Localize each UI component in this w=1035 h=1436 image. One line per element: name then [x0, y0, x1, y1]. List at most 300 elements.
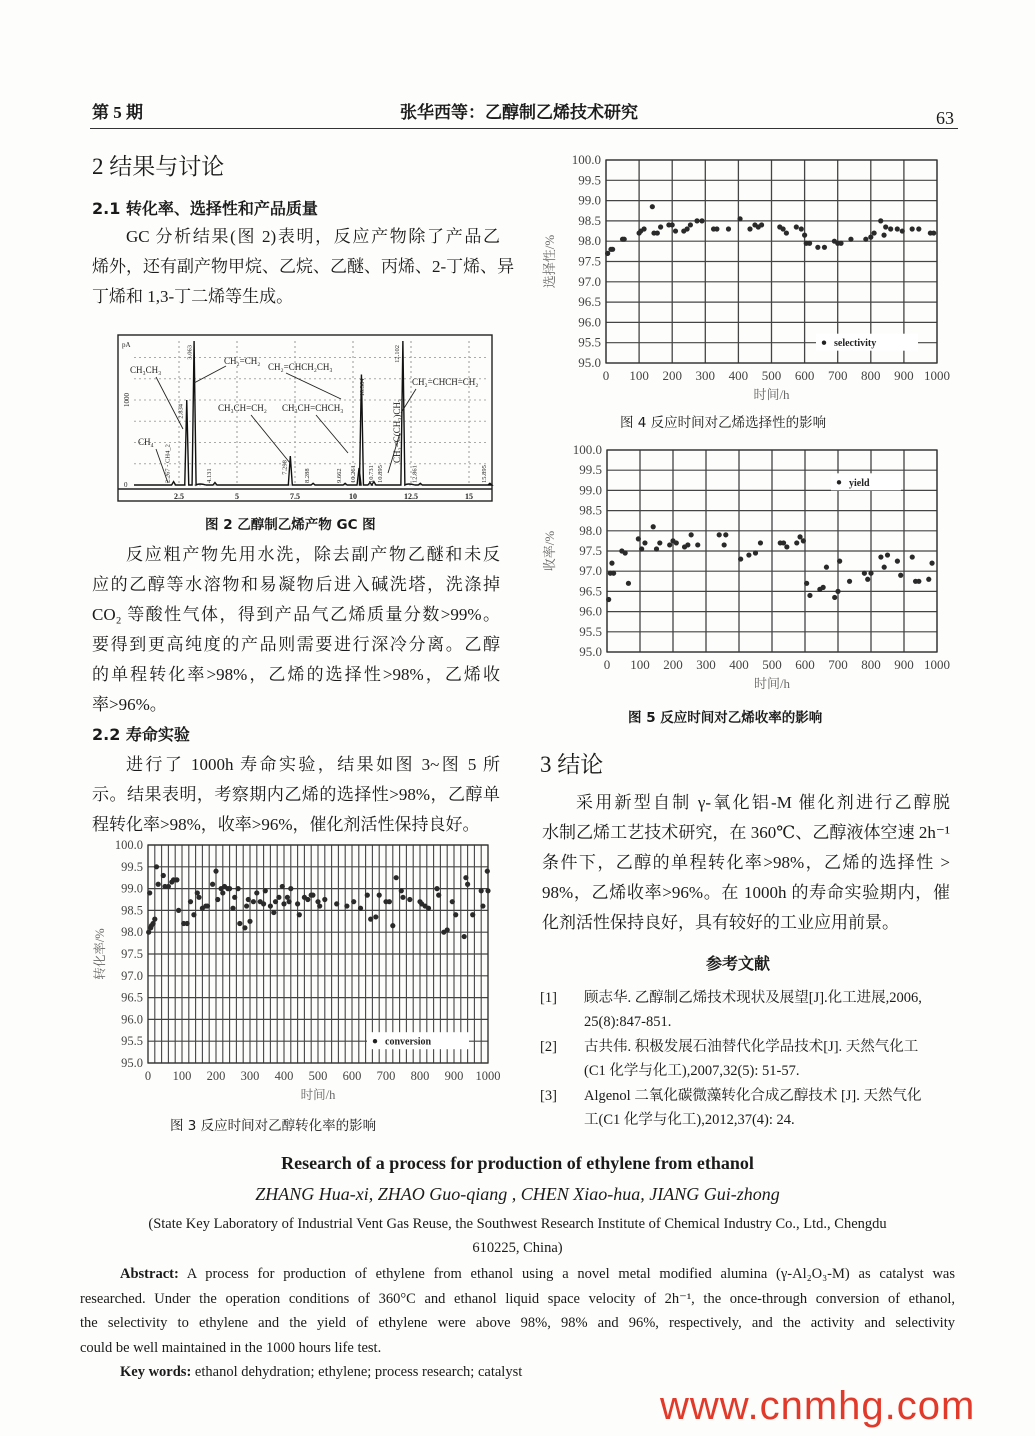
- reference-text: (C1 化学与化工),2007,32(5): 51-57.: [584, 1063, 800, 1079]
- x-tick-label: 100: [629, 368, 649, 383]
- data-point: [154, 864, 159, 869]
- fig4-caption: 图 4 反应时间对乙烯选择性的影响: [620, 415, 827, 431]
- data-point: [802, 233, 807, 238]
- data-point: [273, 899, 278, 904]
- gc-retention-time: 2.267 - CH4_2: [164, 444, 172, 483]
- data-point: [176, 908, 181, 913]
- data-point: [636, 536, 641, 541]
- x-tick-label: 800: [410, 1069, 430, 1083]
- data-point: [305, 897, 310, 902]
- data-point: [658, 224, 663, 229]
- x-tick-label: 300: [696, 657, 716, 672]
- data-point: [251, 899, 256, 904]
- data-point: [254, 890, 259, 895]
- data-point: [213, 869, 218, 874]
- data-point: [480, 903, 485, 908]
- gc-x-tick: 12.5: [404, 492, 418, 501]
- data-point: [910, 226, 915, 231]
- reference-item: [540, 1035, 952, 1083]
- y-tick-label: 98.0: [579, 522, 602, 538]
- reference-number: [2]: [540, 1039, 557, 1055]
- data-point: [865, 577, 870, 582]
- x-tick-label: 1000: [475, 1069, 501, 1083]
- data-point: [263, 888, 268, 893]
- gc-y-tick: 0: [124, 481, 128, 489]
- paragraph-gc: [92, 222, 515, 312]
- data-point: [185, 921, 190, 926]
- paragraph-line: 水制乙烯工艺技术研究，在 360℃、乙醇液体空速 2h⁻¹: [542, 823, 950, 842]
- data-point: [784, 544, 789, 549]
- data-point: [261, 901, 266, 906]
- data-point: [654, 546, 659, 551]
- data-point: [801, 538, 806, 543]
- data-point: [463, 875, 468, 880]
- abstract-text: A process for production of ethylene from ethanol using a novel metal modified alumina (γ-Al₂O₃-M) as catalyst was: [178, 1266, 955, 1282]
- data-point: [288, 886, 293, 891]
- section-2-heading: 2 结果与讨论: [92, 154, 225, 179]
- data-point: [723, 532, 728, 537]
- gc-retention-time: 4.131: [205, 468, 213, 483]
- y-tick-label: 96.0: [578, 314, 601, 330]
- data-point: [174, 877, 179, 882]
- x-tick-label: 100: [630, 657, 650, 672]
- legend-label: conversion: [385, 1036, 432, 1048]
- data-point: [365, 893, 370, 898]
- data-point: [781, 540, 786, 545]
- abstract-line: the selectivity to ethylene and the yield of ethylene were above 98%, 98% and 96%, respectively, and the activity and selectivity: [80, 1315, 955, 1331]
- reference-text: 工(C1 化学与化工),2012,37(4): 24.: [584, 1112, 795, 1128]
- data-point: [377, 893, 382, 898]
- data-point: [674, 540, 679, 545]
- data-point: [689, 532, 694, 537]
- data-point: [916, 226, 921, 231]
- gc-x-tick: 10: [349, 492, 357, 501]
- gc-compound-label: CH₄: [138, 437, 154, 447]
- gc-leader-line: [251, 415, 290, 463]
- data-point: [821, 585, 826, 590]
- gc-retention-time: 10.731: [368, 465, 376, 483]
- data-point: [210, 882, 215, 887]
- data-point: [399, 888, 404, 893]
- data-point: [156, 882, 161, 887]
- x-tick-label: 400: [728, 368, 749, 383]
- x-tick-label: 700: [376, 1069, 396, 1083]
- y-tick-label: 98.5: [121, 903, 143, 918]
- header-rule: [90, 128, 958, 129]
- data-point: [784, 230, 789, 235]
- data-point: [642, 540, 647, 545]
- legend-marker: [373, 1039, 377, 1043]
- y-tick-label: 97.5: [121, 947, 143, 961]
- data-point: [882, 565, 887, 570]
- paragraph-line: 98%，乙烯收率>96%。在 1000h 的寿命实验期内，催: [542, 883, 950, 902]
- paragraph-line: 的单程转化率>98%，乙烯的选择性>98%，乙烯收: [92, 665, 500, 684]
- references-heading: 参考文献: [706, 956, 771, 973]
- data-point: [287, 899, 292, 904]
- reference-text: 古共伟. 积极发展石油替代化学品技术[J]. 天然气化工: [584, 1039, 919, 1055]
- x-tick-label: 600: [794, 368, 815, 383]
- y-tick-label: 95.0: [121, 1056, 143, 1070]
- data-point: [670, 222, 675, 227]
- data-point: [794, 540, 799, 545]
- gc-y-tick: 1000: [123, 393, 131, 407]
- paragraph-line: CO₂ 等酸性气体，得到产品气乙烯质量分数>99%。: [92, 605, 500, 624]
- data-point: [807, 593, 812, 598]
- gc-retention-time: 12.102: [393, 345, 401, 363]
- reference-item: [540, 986, 952, 1034]
- x-tick-label: 600: [795, 657, 815, 672]
- x-tick-label: 900: [444, 1069, 464, 1083]
- data-point: [436, 893, 441, 898]
- data-point: [657, 540, 662, 545]
- data-point: [878, 218, 883, 223]
- legend-label: yield: [849, 477, 870, 489]
- x-tick-label: 300: [695, 368, 716, 383]
- gc-retention-time: 7.298: [281, 460, 289, 475]
- x-tick-label: 300: [240, 1069, 260, 1083]
- data-point: [445, 927, 450, 932]
- data-point: [161, 873, 166, 878]
- x-tick-label: 700: [828, 657, 848, 672]
- reference-list: [540, 986, 952, 1126]
- reference-item: [540, 1084, 952, 1132]
- legend-marker: [822, 341, 826, 345]
- gc-compound-label: CH₃CH₃: [130, 365, 162, 375]
- data-point: [479, 888, 484, 893]
- paragraph-line: 烯外，还有副产物甲烷、乙烷、乙醚、丙烯、2-丁烯、异: [92, 257, 515, 276]
- gc-x-tick: 15: [465, 492, 473, 501]
- paragraph-line: 化剂活性保持良好，具有较好的工业应用前景。: [542, 913, 899, 932]
- keywords-text: ethanol dehydration; ethylene; process research; catalyst: [191, 1364, 523, 1380]
- gc-retention-time: 3.063: [186, 345, 194, 360]
- x-tick-label: 100: [172, 1069, 192, 1083]
- data-point: [747, 226, 752, 231]
- x-tick-label: 200: [663, 657, 683, 672]
- y-tick-label: 100.0: [114, 838, 143, 852]
- data-point: [650, 204, 655, 209]
- y-tick-label: 97.5: [579, 543, 602, 558]
- data-point: [780, 226, 785, 231]
- y-tick-label: 97.0: [578, 273, 601, 289]
- data-point: [147, 890, 152, 895]
- y-tick-label: 99.5: [578, 172, 601, 188]
- data-point: [916, 579, 921, 584]
- data-point: [470, 912, 475, 917]
- data-point: [799, 226, 804, 231]
- data-point: [888, 226, 893, 231]
- data-point: [848, 237, 853, 242]
- data-point: [434, 886, 439, 891]
- data-point: [609, 561, 614, 566]
- data-point: [822, 245, 827, 250]
- y-tick-label: 99.5: [121, 859, 143, 874]
- data-point: [358, 906, 363, 911]
- data-point: [694, 218, 699, 223]
- data-point: [807, 241, 812, 246]
- gc-leader-line: [316, 415, 348, 453]
- data-point: [722, 542, 727, 547]
- watermark: www.cnmhg.com: [660, 1384, 976, 1428]
- x-tick-label: 500: [308, 1069, 328, 1083]
- data-point: [885, 552, 890, 557]
- yield-chart: [540, 440, 950, 700]
- x-tick-label: 700: [827, 368, 848, 383]
- y-tick-label: 96.5: [579, 583, 602, 599]
- data-point: [322, 897, 327, 902]
- data-point: [400, 895, 405, 900]
- y-tick-label: 98.5: [579, 502, 602, 518]
- data-point: [746, 552, 751, 557]
- x-tick-label: 400: [729, 657, 749, 672]
- x-tick-label: 1000: [924, 657, 950, 672]
- gc-retention-time: 10.895: [377, 465, 385, 483]
- x-axis-label: 时间/h: [300, 1088, 336, 1102]
- data-point: [297, 912, 302, 917]
- legend-marker: [837, 480, 841, 484]
- gc-y-unit: pA: [122, 341, 131, 349]
- data-point: [717, 532, 722, 537]
- gc-retention-time: 8.288: [304, 468, 312, 483]
- data-point: [835, 589, 840, 594]
- y-axis-label: 收率/%: [542, 530, 557, 572]
- data-point: [929, 561, 934, 566]
- y-tick-label: 96.0: [121, 1012, 143, 1027]
- keywords-label: Key words:: [120, 1364, 192, 1380]
- data-point: [758, 540, 763, 545]
- data-point: [837, 559, 842, 564]
- data-point: [794, 224, 799, 229]
- gc-chromatogram: [116, 333, 496, 508]
- x-tick-label: 500: [761, 368, 782, 383]
- paragraph-line: 采用新型自制 γ-氧化铝-M 催化剂进行乙醇脱: [576, 793, 950, 812]
- reference-text: 顾志华. 乙醇制乙烯技术现状及展望[J].化工进展,2006,: [584, 990, 922, 1006]
- gc-x-tick: 5: [235, 492, 239, 501]
- paragraph-purification: [92, 540, 500, 720]
- data-point: [334, 901, 339, 906]
- paragraph-line: GC 分析结果(图 2)表明，反应产物除了产品乙: [126, 227, 500, 246]
- data-point: [387, 899, 392, 904]
- reference-text: 25(8):847-851.: [584, 1014, 672, 1030]
- gc-retention-time: 15.895: [480, 465, 488, 483]
- data-point: [895, 559, 900, 564]
- x-tick-label: 500: [762, 657, 782, 672]
- data-point: [246, 897, 251, 902]
- data-point: [872, 230, 877, 235]
- data-point: [230, 906, 235, 911]
- x-axis-label: 时间/h: [753, 676, 791, 691]
- data-point: [863, 237, 868, 242]
- data-point: [606, 597, 611, 602]
- y-tick-label: 95.0: [578, 355, 601, 370]
- data-point: [281, 901, 286, 906]
- data-point: [368, 917, 373, 922]
- y-tick-label: 100.0: [571, 152, 601, 167]
- x-tick-label: 600: [342, 1069, 362, 1083]
- fig3-caption: 图 3 反应时间对乙醇转化率的影响: [170, 1118, 377, 1134]
- paragraph-line: 程转化率>98%，收率>96%，催化剂活性保持良好。: [92, 815, 480, 834]
- y-tick-label: 96.5: [578, 294, 601, 310]
- data-point: [310, 893, 315, 898]
- data-point: [242, 925, 247, 930]
- y-tick-label: 99.0: [578, 192, 601, 208]
- data-point: [605, 251, 610, 256]
- abstract-label: Abstract:: [120, 1266, 179, 1282]
- affiliation-line: 610225, China): [472, 1240, 563, 1256]
- data-point: [759, 222, 764, 227]
- gc-retention-time: 10.261: [350, 465, 358, 483]
- gc-x-tick: 7.5: [290, 492, 300, 501]
- keywords-line: [80, 1360, 955, 1385]
- y-axis-label: 转化率/%: [93, 928, 107, 980]
- data-point: [878, 554, 883, 559]
- data-point: [862, 571, 867, 576]
- reference-number: [1]: [540, 990, 557, 1006]
- y-tick-label: 97.5: [578, 253, 601, 269]
- reference-text: Algenol 二氧化碳微藻转化合成乙醇技术 [J]. 天然气化: [584, 1088, 922, 1104]
- data-point: [295, 901, 300, 906]
- paragraph-line: 应的乙醇等水溶物和易凝物后进入碱洗塔，洗涤掉: [92, 575, 500, 594]
- data-point: [191, 912, 196, 917]
- data-point: [641, 226, 646, 231]
- data-point: [485, 869, 490, 874]
- affiliation-line: (State Key Laboratory of Industrial Vent Gas Reuse, the Southwest Research Institute of Chemical Industry Co., Ltd., Chengdu: [148, 1216, 887, 1232]
- data-point: [685, 542, 690, 547]
- data-point: [651, 524, 656, 529]
- issue-number: 第 5 期: [92, 103, 143, 122]
- english-affiliation: [0, 1212, 1035, 1260]
- data-point: [688, 222, 693, 227]
- y-tick-label: 98.0: [121, 925, 143, 940]
- data-point: [373, 914, 378, 919]
- gc-retention-time: 10.364: [359, 378, 367, 397]
- y-tick-label: 95.5: [579, 623, 602, 639]
- data-point: [714, 226, 719, 231]
- paragraph-line: 条件下，乙醇的单程转化率>98%，乙烯的选择性 >: [542, 853, 950, 872]
- subsection-2-2-heading: 2.2 寿命实验: [92, 725, 190, 744]
- data-point: [804, 581, 809, 586]
- y-tick-label: 96.0: [579, 603, 602, 619]
- data-point: [737, 216, 742, 221]
- data-point: [227, 886, 232, 891]
- y-tick-label: 100.0: [572, 442, 602, 457]
- data-point: [753, 550, 758, 555]
- paragraph-line: 率>96%。: [92, 695, 167, 714]
- y-tick-label: 95.0: [579, 644, 602, 659]
- data-point: [152, 917, 157, 922]
- paragraph-life-test: [92, 750, 500, 840]
- data-point: [898, 573, 903, 578]
- y-tick-label: 97.0: [579, 563, 602, 579]
- data-point: [268, 903, 273, 908]
- section-3-heading: 3 结论: [540, 752, 604, 777]
- data-point: [623, 550, 628, 555]
- subsection-2-1-heading: 2.1 转化率、选择性和产品质量: [92, 199, 318, 218]
- y-tick-label: 99.0: [121, 881, 143, 896]
- gc-x-tick: 2.5: [174, 492, 184, 501]
- english-abstract: [80, 1262, 955, 1385]
- data-point: [883, 224, 888, 229]
- abstract-line: researched. Under the operation conditions of 360°C and ethanol liquid space velocity of 2h⁻¹, the once-through conversion of ethanol,: [80, 1290, 955, 1307]
- data-point: [868, 235, 873, 240]
- gc-compound-label: CH₂=CHCH=CH₂: [412, 377, 479, 387]
- y-tick-label: 95.5: [578, 334, 601, 350]
- gc-compound-label: CH₂=CH₂: [224, 356, 261, 366]
- paragraph-conclusion: [542, 788, 950, 938]
- data-point: [407, 897, 412, 902]
- y-tick-label: 98.0: [578, 233, 601, 249]
- data-point: [838, 241, 843, 246]
- data-point: [611, 571, 616, 576]
- y-tick-label: 99.5: [579, 462, 602, 478]
- data-point: [271, 910, 276, 915]
- y-tick-label: 96.5: [121, 990, 143, 1005]
- data-point: [215, 897, 220, 902]
- data-point: [639, 546, 644, 551]
- y-tick-label: 97.0: [121, 968, 143, 983]
- paragraph-line: 进行了 1000h 寿命实验，结果如图 3~图 5 所: [126, 755, 500, 774]
- paragraph-line: 示。结果表明，考察期内乙烯的选择性>98%，乙醇单: [92, 785, 500, 804]
- data-point: [166, 884, 171, 889]
- x-tick-label: 900: [894, 657, 914, 672]
- gc-compound-label: CH₂=CHCH₂CH₃: [268, 362, 333, 372]
- fig2-caption: 图 2 乙醇制乙烯产物 GC 图: [205, 517, 376, 533]
- x-tick-label: 800: [861, 657, 881, 672]
- data-point: [188, 899, 193, 904]
- gc-compound-label: CH₃CH=CH₂: [218, 403, 267, 413]
- data-point: [673, 228, 678, 233]
- data-point: [655, 230, 660, 235]
- data-point: [815, 245, 820, 250]
- data-point: [895, 226, 900, 231]
- data-point: [738, 556, 743, 561]
- gc-retention-time: 12.861: [411, 465, 419, 483]
- x-tick-label: 900: [894, 368, 914, 383]
- data-point: [900, 228, 905, 233]
- data-point: [196, 895, 201, 900]
- data-point: [237, 921, 242, 926]
- gc-compound-label: CH₂=C(CH₃)CH₃: [392, 399, 402, 463]
- data-point: [344, 903, 349, 908]
- data-point: [622, 237, 627, 242]
- data-point: [244, 903, 249, 908]
- data-point: [205, 903, 210, 908]
- data-point: [247, 919, 252, 924]
- data-point: [868, 571, 873, 576]
- x-axis-label: 时间/h: [753, 387, 790, 402]
- data-point: [232, 895, 237, 900]
- data-point: [220, 890, 225, 895]
- x-tick-label: 800: [861, 368, 881, 383]
- data-point: [832, 595, 837, 600]
- paragraph-line: 丁烯和 1,3-丁二烯等生成。: [92, 287, 294, 306]
- data-point: [910, 554, 915, 559]
- y-axis-label: 选择性/%: [542, 234, 557, 289]
- data-point: [847, 579, 852, 584]
- data-point: [236, 886, 241, 891]
- conversion-chart: [90, 835, 500, 1105]
- data-point: [626, 581, 631, 586]
- reference-number: [3]: [540, 1088, 557, 1104]
- english-title: Research of a process for production of ethylene from ethanol: [281, 1153, 754, 1173]
- data-point: [462, 934, 467, 939]
- gc-retention-time: 9.662: [336, 468, 344, 483]
- x-tick-label: 0: [603, 657, 611, 672]
- data-point: [450, 899, 455, 904]
- paragraph-line: 反应粗产物先用水洗，除去副产物乙醚和未反: [126, 545, 500, 564]
- data-point: [926, 577, 931, 582]
- abstract-line: could be well maintained in the 1000 hours life test.: [80, 1339, 382, 1356]
- x-tick-label: 200: [206, 1069, 226, 1083]
